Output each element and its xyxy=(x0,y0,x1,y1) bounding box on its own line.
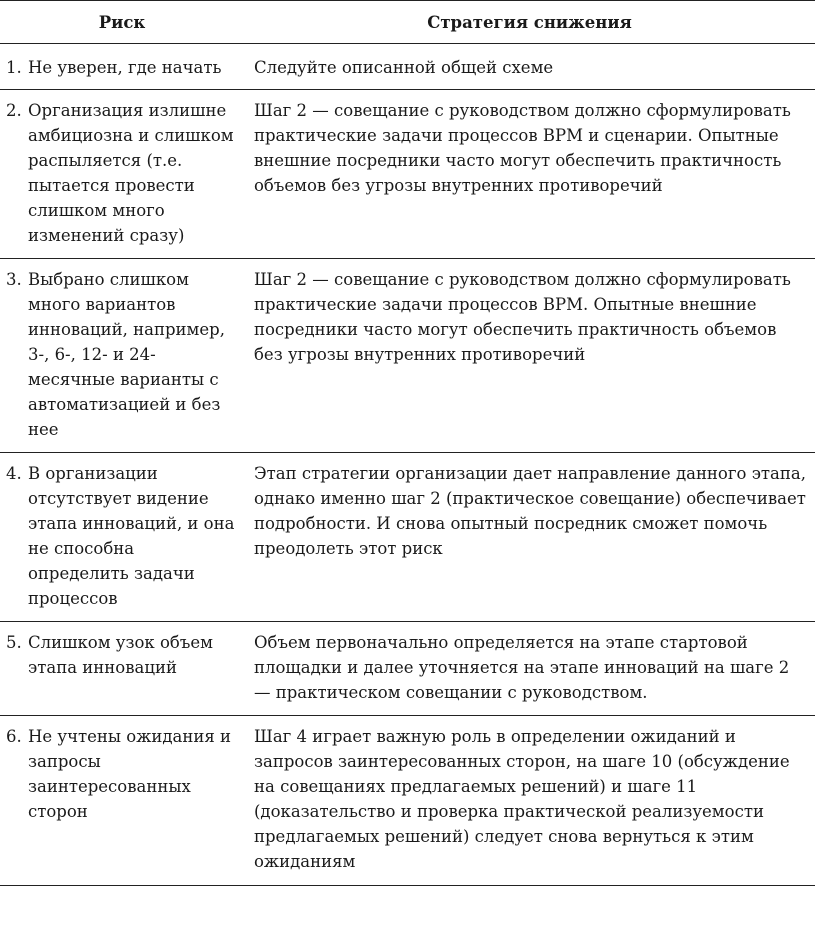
row-number: 2. xyxy=(6,101,22,120)
risk-cell xyxy=(0,90,244,259)
risk-text: Выбрано слишком много вариантов инноваций, например, 3-, 6-, 12- и 24-месячные варианты с автоматизацией и без нее xyxy=(28,270,225,439)
row-number: 4. xyxy=(6,464,22,483)
risk-text: В организации отсутствует видение этапа инноваций, и она не способна определить задачи процессов xyxy=(28,464,235,608)
header-strategy: Стратегия снижения xyxy=(427,12,632,32)
strategy-cell: Шаг 4 играет важную роль в определении ожиданий и запросов заинтересованных сторон, на шаге 10 (обсуждение на совещаниях предлагаемых решений) и шаге 11 (доказательство и проверка практической реализуемости предлагаемых решений) следует снова вернуться к этим ожиданиям xyxy=(254,727,790,871)
risk-cell xyxy=(0,716,244,886)
risk-cell xyxy=(0,44,244,90)
row-number: 5. xyxy=(6,633,22,652)
table-row xyxy=(0,90,815,259)
header-risk: Риск xyxy=(98,12,146,32)
table-row xyxy=(0,44,815,90)
risk-cell xyxy=(0,259,244,453)
table-row xyxy=(0,259,815,453)
risk-cell xyxy=(0,622,244,716)
table-row xyxy=(0,453,815,622)
risk-text: Не уверен, где начать xyxy=(28,58,222,77)
table-row xyxy=(0,716,815,886)
risk-text: Организация излишне амбициозна и слишком распыляется (т.е. пытается провести слишком много изменений сразу) xyxy=(28,101,234,245)
risk-cell xyxy=(0,453,244,622)
row-number: 6. xyxy=(6,727,22,746)
row-number: 1. xyxy=(6,58,22,77)
strategy-cell: Шаг 2 — совещание с руководством должно сформулировать практические задачи процессов ВРМ и сценарии. Опытные внешние посредники часто могут обеспечить практичность объемов без угрозы внутренних противоречий xyxy=(254,101,791,195)
table-header-row xyxy=(0,1,815,44)
strategy-cell: Объем первоначально определяется на этапе стартовой площадки и далее уточняется на этапе инноваций на шаге 2 — практическом совещании с руководством. xyxy=(254,633,790,702)
strategy-cell: Этап стратегии организации дает направление данного этапа, однако именно шаг 2 (практическое совещание) обеспечивает подробности. И снова опытный посредник сможет помочь преодолеть этот риск xyxy=(254,464,806,558)
risk-text: Слишком узок объем этапа инноваций xyxy=(28,633,213,677)
table-row xyxy=(0,622,815,716)
strategy-cell: Шаг 2 — совещание с руководством должно сформулировать практические задачи процессов ВРМ. Опытные внешние посредники часто могут обеспечить практичность объемов без угрозы внутренних противоречий xyxy=(254,270,791,364)
risk-text: Не учтены ожидания и запросы заинтересованных сторон xyxy=(28,727,232,821)
strategy-cell: Следуйте описанной общей схеме xyxy=(254,58,554,77)
row-number: 3. xyxy=(6,270,22,289)
